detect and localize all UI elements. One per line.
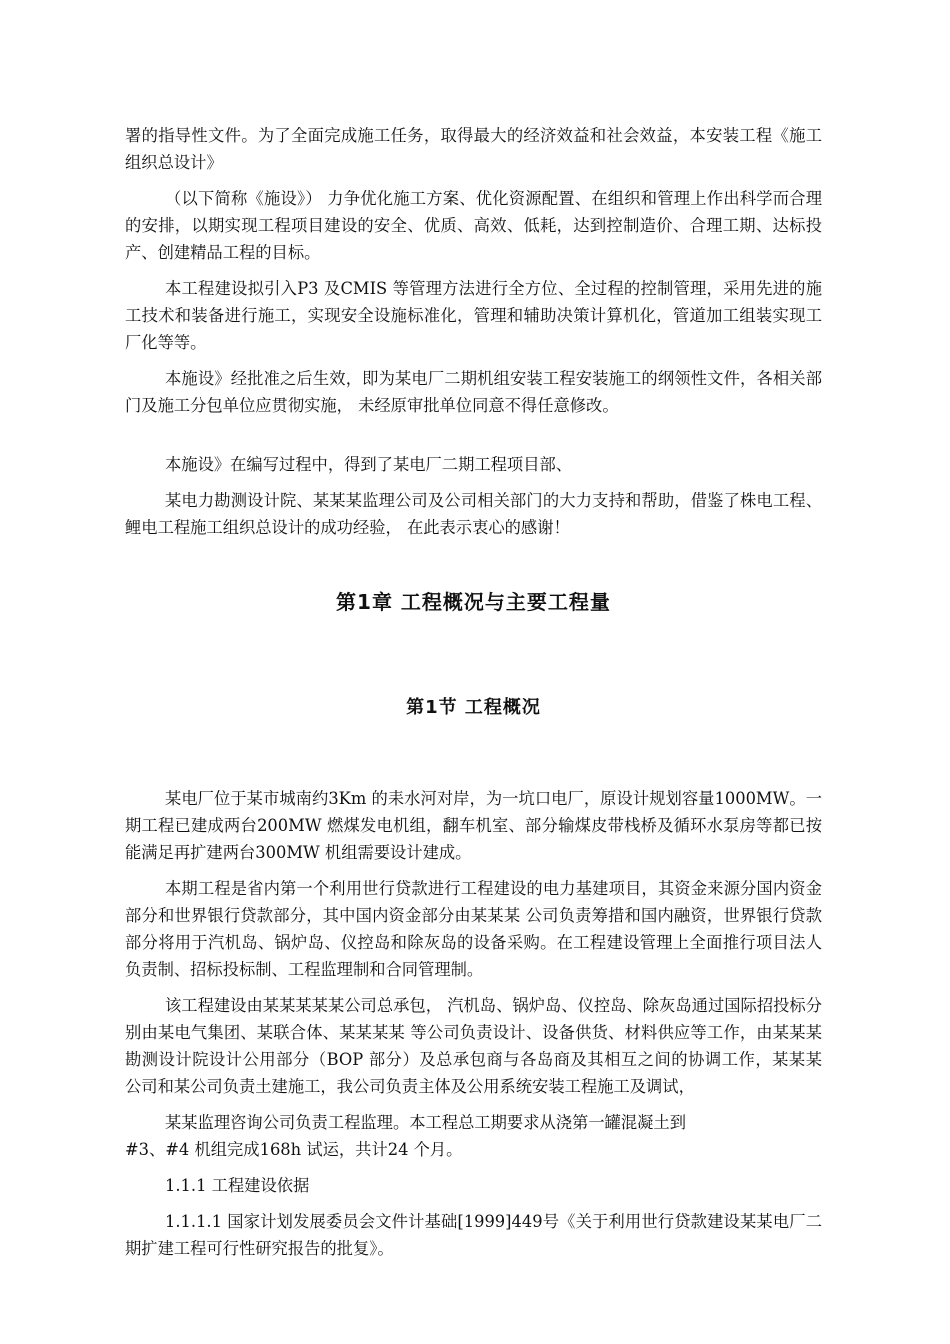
basis-item-1: 1.1.1.1 国家计划发展委员会文件计基础[1999]449号《关于利用世行贷款建设某某电厂二期扩建工程可行性研究报告的批复》。 — [125, 1212, 822, 1258]
preface-paragraph-1: 署的指导性文件。为了全面完成施工任务，取得最大的经济效益和社会效益，本安装工程《施工组织总设计》 — [125, 126, 822, 172]
section-paragraph-2: 本期工程是省内第一个利用世行贷款进行工程建设的电力基建项目，其资金来源分国内资金部分和世界银行贷款部分，其中国内资金部分由某某某 公司负责筹措和国内融资，世界银行贷款部分将用于汽机岛、锅炉岛、仪控岛和除灰岛的设备采购。在工程建设管理上全面推行项目法人负责制、招标投标制、工程监理制和合同管理制。 — [125, 879, 822, 979]
subsection-heading: 1.1.1 工程建设依据 — [165, 1176, 310, 1195]
section-paragraph-4a: 某某监理咨询公司负责工程监理。本工程总工期要求从浇第一罐混凝土到 — [165, 1113, 687, 1132]
preface-paragraph-2: （以下简称《施设》） 力争优化施工方案、优化资源配置、在组织和管理上作出科学而合理的安排，以期实现工程项目建设的安全、优质、高效、低耗，达到控制造价、合理工期、达标投产、创建精品工程的目标。 — [125, 189, 822, 262]
document-body — [125, 122, 822, 1262]
preface-paragraph-6: 某电力勘测设计院、某某某监理公司及公司相关部门的大力支持和帮助，借鉴了株电工程、鲤电工程施工组织总设计的成功经验， 在此表示衷心的感谢！ — [125, 491, 822, 537]
section-title: 第1节 工程概况 — [406, 697, 541, 718]
section-paragraph-4b: #3、#4 机组完成168h 试运，共计24 个月。 — [125, 1140, 463, 1159]
preface-paragraph-5: 本施设》在编写过程中，得到了某电厂二期工程项目部、 — [165, 455, 573, 474]
section-paragraph-3: 该工程建设由某某某某某公司总承包， 汽机岛、锅炉岛、仪控岛、除灰岛通过国际招投标分别由某电气集团、某联合体、某某某某 等公司负责设计、设备供货、材料供应等工作，由某某某 勘测设计院设计公用部分（BOP 部分）及总承包商与各岛商及其相互之间的协调工作，某某某 公司和某公司负责土建施工，我公司负责主体及公用系统安装工程施工及调试， — [125, 996, 822, 1096]
preface-paragraph-4: 本施设》经批准之后生效，即为某电厂二期机组安装工程安装施工的纲领性文件，各相关部门及施工分包单位应贯彻实施， 未经原审批单位同意不得任意修改。 — [125, 369, 822, 415]
section-paragraph-1: 某电厂位于某市城南约3Km 的耒水河对岸，为一坑口电厂，原设计规划容量1000MW。一期工程已建成两台200MW 燃煤发电机组，翻车机室、部分输煤皮带栈桥及循环水泵房等都已按能满足再扩建两台300MW 机组需要设计建成。 — [125, 789, 822, 862]
preface-paragraph-3: 本工程建设拟引入P3 及CMIS 等管理方法进行全方位、全过程的控制管理，采用先进的施工技术和装备进行施工，实现安全设施标准化，管理和辅助决策计算机化，管道加工组装实现工厂化等等。 — [125, 279, 822, 352]
chapter-title: 第1章 工程概况与主要工程量 — [336, 590, 611, 614]
